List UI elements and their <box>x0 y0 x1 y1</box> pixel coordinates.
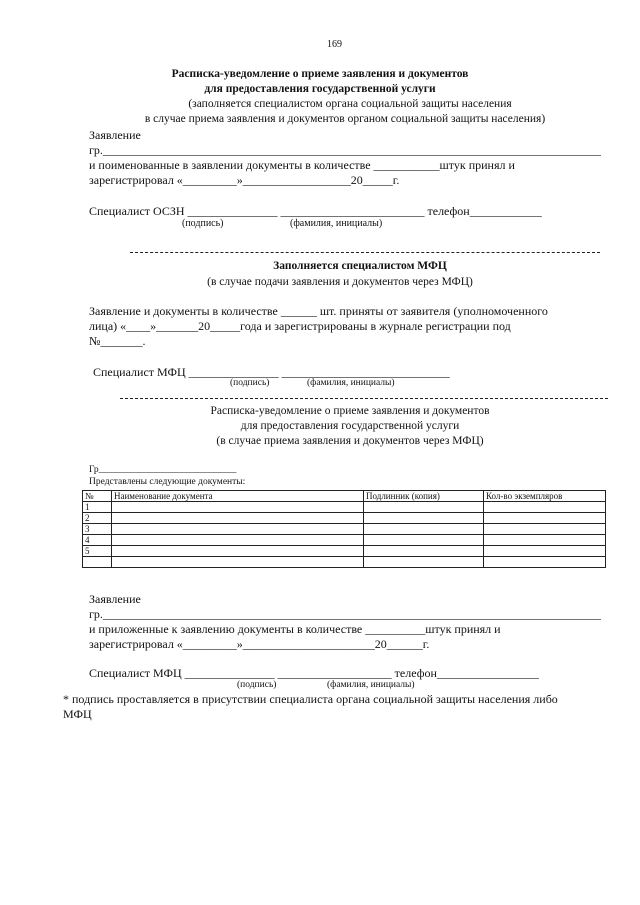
page-number: 169 <box>327 39 342 50</box>
table-header-row <box>83 491 606 502</box>
table-header-original-copy: Подлинник (копия) <box>364 491 484 502</box>
table-header-document-name: Наименование документа <box>112 491 364 502</box>
mfc-body-line3: №_______. <box>89 334 146 348</box>
mfc-caption-signature: (подпись) <box>230 378 270 388</box>
table-header-number: № <box>83 491 112 502</box>
cell-copies-count[interactable] <box>484 557 606 568</box>
cell-document-name[interactable] <box>112 502 364 513</box>
receipt1-subtitle-line2: в случае приема заявления и документов органом социальной защиты населения) <box>144 113 546 125</box>
footnote-line1: * подпись проставляется в присутствии специалиста органа социальной защиты населения либо <box>63 692 558 706</box>
mfc-body-line2: лица) «____»_______20_____года и зарегистрированы в журнале регистрации под <box>89 319 511 333</box>
mfc-specialist-line: Специалист МФЦ _______________ ____________________________ <box>93 365 450 379</box>
mfc-body-line1: Заявление и документы в количестве ______ шт. приняты от заявителя (уполномоченного <box>89 304 548 318</box>
row-number: 3 <box>83 524 112 535</box>
cell-document-name[interactable] <box>112 513 364 524</box>
receipt1-title-line1: Расписка-уведомление о приеме заявления и документов <box>171 68 469 80</box>
table-row <box>83 513 606 524</box>
footnote-line2: МФЦ <box>63 707 92 721</box>
row-number: 1 <box>83 502 112 513</box>
receipt1-docs-line: и поименованные в заявлении документы в количестве ___________штук принял и <box>89 158 515 172</box>
table-header-copies-count: Кол-во экземпляров <box>484 491 606 502</box>
mfc-block-subtitle: (в случае подачи заявления и документов через МФЦ) <box>207 276 473 288</box>
receipt2-caption-signature: (подпись) <box>237 680 277 690</box>
cell-document-name[interactable] <box>112 546 364 557</box>
receipt2-citizen-short: Гр_____________________________ <box>89 465 237 475</box>
cell-document-name[interactable] <box>112 535 364 546</box>
row-number: 2 <box>83 513 112 524</box>
receipt2-docs-line: и приложенные к заявлению документы в количестве __________штук принял и <box>89 622 501 636</box>
receipt2-docs-presented: Представлены следующие документы: <box>89 477 246 487</box>
receipt1-application-label: Заявление <box>89 128 141 142</box>
cell-original-copy[interactable] <box>364 535 484 546</box>
cut-line-1 <box>130 252 600 253</box>
cell-document-name[interactable] <box>112 557 364 568</box>
cell-copies-count[interactable] <box>484 502 606 513</box>
table-row <box>83 524 606 535</box>
receipt1-caption-signature: (подпись) <box>182 218 224 229</box>
receipt1-subtitle-line1: (заполняется специалистом органа социальной защиты населения <box>188 98 512 110</box>
cell-original-copy[interactable] <box>364 513 484 524</box>
table-row <box>83 546 606 557</box>
receipt2-registered-line: зарегистрировал «_________»______________________20______г. <box>89 637 430 651</box>
receipt1-citizen-line: гр.___________________________________________________________________________________ <box>89 143 601 157</box>
receipt2-title-line1: Расписка-уведомление о приеме заявления и документов <box>210 405 490 417</box>
receipt2-title-line3: (в случае приема заявления и документов через МФЦ) <box>216 435 484 447</box>
cell-copies-count[interactable] <box>484 524 606 535</box>
table-row <box>83 557 606 568</box>
documents-table <box>82 490 606 568</box>
receipt1-title-line2: для предоставления государственной услуги <box>204 83 436 95</box>
receipt2-caption-name: (фамилия, инициалы) <box>327 680 415 690</box>
receipt2-citizen-line: гр.___________________________________________________________________________________ <box>89 607 601 621</box>
cell-document-name[interactable] <box>112 524 364 535</box>
table-row <box>83 535 606 546</box>
table-row <box>83 502 606 513</box>
cut-line-2 <box>120 398 608 399</box>
receipt1-specialist-line: Специалист ОСЗН _______________ ________________________ телефон____________ <box>89 204 542 218</box>
cell-original-copy[interactable] <box>364 557 484 568</box>
cell-original-copy[interactable] <box>364 546 484 557</box>
receipt1-registered-line: зарегистрировал «_________»__________________20_____г. <box>89 173 400 187</box>
mfc-caption-name: (фамилия, инициалы) <box>307 378 395 388</box>
cell-original-copy[interactable] <box>364 524 484 535</box>
row-number: 4 <box>83 535 112 546</box>
receipt1-caption-name: (фамилия, инициалы) <box>290 218 383 229</box>
cell-copies-count[interactable] <box>484 535 606 546</box>
row-number: 5 <box>83 546 112 557</box>
receipt2-title-line2: для предоставления государственной услуги <box>240 420 460 432</box>
cell-copies-count[interactable] <box>484 513 606 524</box>
mfc-block-title: Заполняется специалистом МФЦ <box>273 260 447 272</box>
receipt2-specialist-line: Специалист МФЦ _______________ ___________________ телефон_________________ <box>89 666 539 680</box>
row-number <box>83 557 112 568</box>
cell-copies-count[interactable] <box>484 546 606 557</box>
cell-original-copy[interactable] <box>364 502 484 513</box>
receipt2-application-label: Заявление <box>89 592 141 606</box>
